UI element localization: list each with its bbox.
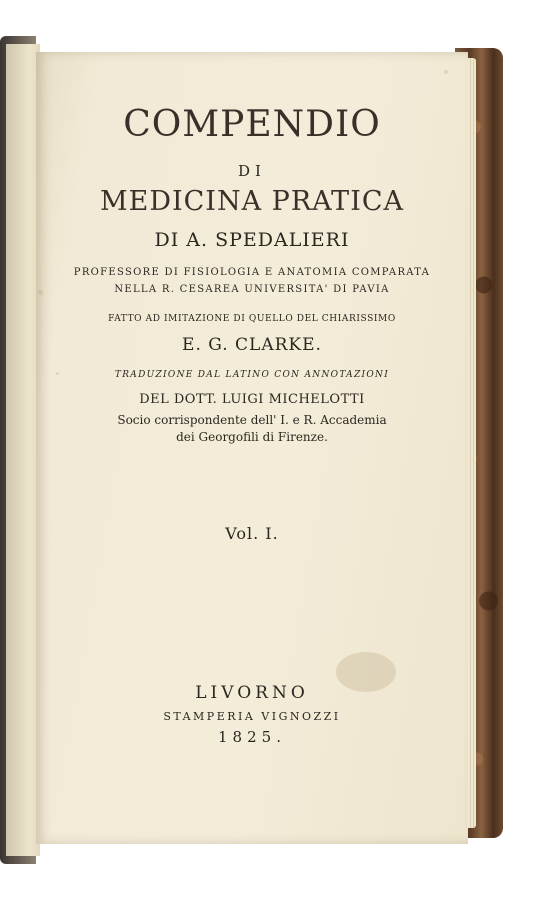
translator: DEL DOTT. LUIGI MICHELOTTI bbox=[139, 392, 365, 407]
foxing-spot bbox=[444, 70, 448, 74]
printer-name: STAMPERIA VIGNOZZI bbox=[163, 710, 341, 723]
book-left-page-edge bbox=[6, 44, 40, 856]
author-role-line-1: PROFESSORE DI FISIOLOGIA E ANATOMIA COMPARATA bbox=[73, 267, 431, 278]
book-subject: MEDICINA PRATICA bbox=[99, 186, 405, 217]
book-author: DI A. SPEDALIERI bbox=[154, 229, 350, 251]
book-title: COMPENDIO bbox=[123, 104, 381, 145]
translator-affiliation-line-2: dei Georgofili di Firenze. bbox=[176, 430, 328, 444]
volume-label: Vol. I. bbox=[225, 524, 279, 543]
title-connector: DI bbox=[238, 162, 266, 180]
translation-note: TRADUZIONE DAL LATINO CON ANNOTAZIONI bbox=[114, 370, 390, 380]
original-author: E. G. CLARKE. bbox=[182, 335, 322, 355]
author-role-line-2: NELLA R. CESAREA UNIVERSITA' DI PAVIA bbox=[114, 284, 390, 295]
translator-affiliation-line-1: Socio corrispondente dell' I. e R. Accademia bbox=[117, 413, 387, 427]
publication-year: 1825. bbox=[218, 728, 286, 746]
imitation-note: FATTO AD IMITAZIONE DI QUELLO DEL CHIARISSIMO bbox=[108, 314, 396, 324]
publication-city: LIVORNO bbox=[195, 683, 309, 703]
